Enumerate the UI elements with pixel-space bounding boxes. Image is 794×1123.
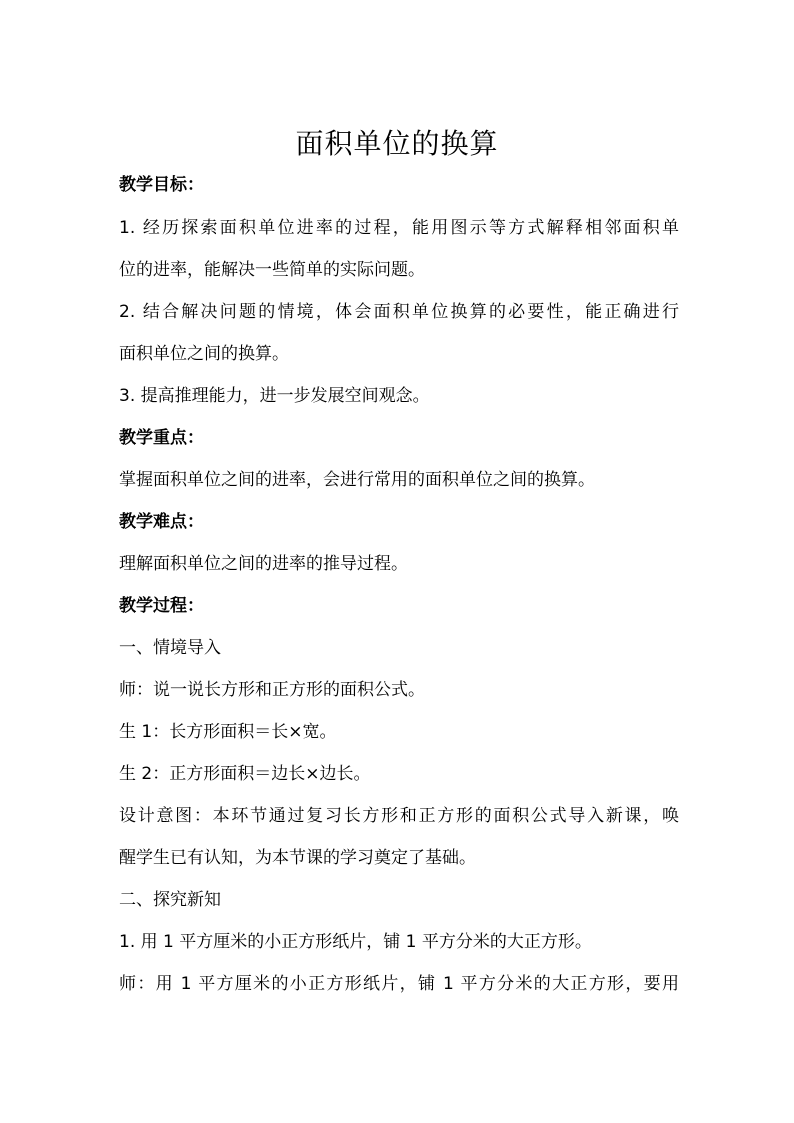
design-intent-line-1: 设计意图：本环节通过复习长方形和正方形的面积公式导入新课，唤 — [119, 806, 679, 826]
section-2-heading: 二、探究新知 — [119, 890, 221, 910]
difficulty-heading: 教学难点： — [119, 512, 204, 532]
teacher-line-2: 师：用 1 平方厘米的小正方形纸片，铺 1 平方分米的大正方形，要用 — [119, 974, 679, 994]
goal-1-line-1: 1. 经历探索面积单位进率的过程，能用图示等方式解释相邻面积单 — [119, 218, 679, 238]
step-1-text: 1. 用 1 平方厘米的小正方形纸片，铺 1 平方分米的大正方形。 — [119, 932, 592, 952]
difficulty-text: 理解面积单位之间的进率的推导过程。 — [119, 554, 408, 574]
process-heading: 教学过程： — [119, 596, 204, 616]
key-points-text: 掌握面积单位之间的进率，会进行常用的面积单位之间的换算。 — [119, 470, 595, 490]
goal-2-line-2: 面积单位之间的换算。 — [119, 344, 289, 364]
goal-3: 3. 提高推理能力，进一步发展空间观念。 — [119, 386, 430, 406]
teacher-line-1: 师：说一说长方形和正方形的面积公式。 — [119, 680, 425, 700]
design-intent-line-2: 醒学生已有认知，为本节课的学习奠定了基础。 — [119, 848, 476, 868]
page-title: 面积单位的换算 — [295, 127, 499, 160]
student-1-line: 生 1：长方形面积＝长×宽。 — [119, 722, 337, 742]
goal-1-line-2: 位的进率，能解决一些简单的实际问题。 — [119, 260, 425, 280]
student-2-line: 生 2：正方形面积＝边长×边长。 — [119, 764, 371, 784]
section-1-heading: 一、情境导入 — [119, 638, 221, 658]
key-points-heading: 教学重点： — [119, 428, 204, 448]
goals-heading: 教学目标： — [119, 175, 204, 195]
goal-2-line-1: 2. 结合解决问题的情境，体会面积单位换算的必要性，能正确进行 — [119, 302, 679, 322]
